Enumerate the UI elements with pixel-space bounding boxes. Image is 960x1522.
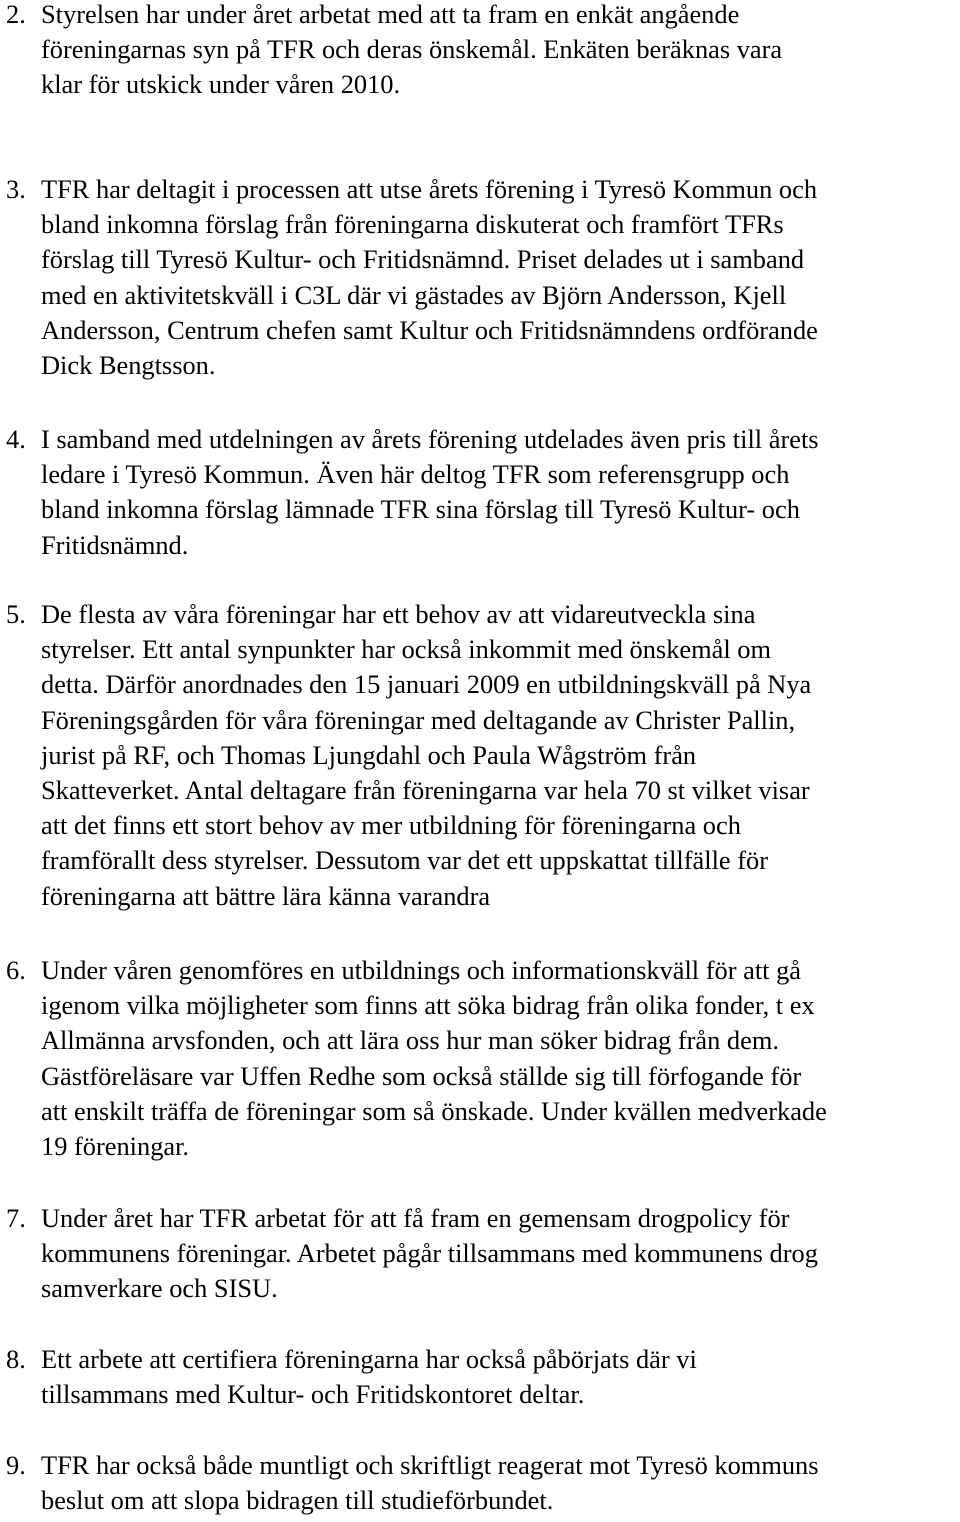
item-text	[41, 0, 960, 103]
text-line: föreningarnas syn på TFR och deras önskemål. Enkäten beräknas vara	[41, 34, 783, 65]
text-line: detta. Därför anordnades den 15 januari 2009 en utbildningskväll på Nya	[41, 669, 812, 700]
item-text	[41, 597, 960, 914]
item-number: 5.	[6, 599, 26, 629]
item-number: 7.	[6, 1203, 26, 1233]
text-line: att det finns ett stort behov av mer utbildning för föreningarna och	[41, 810, 741, 841]
item-number: 4.	[6, 424, 26, 454]
item-text	[41, 1448, 960, 1518]
item-number: 8.	[6, 1344, 26, 1374]
text-line: Allmänna arvsfonden, och att lära oss hur man söker bidrag från dem.	[41, 1025, 779, 1056]
text-line: föreningarna att bättre lära känna varandra	[41, 880, 491, 911]
text-line: bland inkomna förslag lämnade TFR sina förslag till Tyresö Kultur- och	[41, 494, 800, 525]
text-line: Gästföreläsare var Uffen Redhe som också ställde sig till förfogande för	[41, 1060, 802, 1091]
text-line: igenom vilka möjligheter som finns att söka bidrag från olika fonder, t ex	[41, 990, 815, 1021]
text-line: förslag till Tyresö Kultur- och Fritidsnämnd. Priset delades ut i samband	[41, 244, 805, 275]
text-line: styrelser. Ett antal synpunkter har också inkommit med önskemål om	[41, 634, 771, 665]
text-line: Skatteverket. Antal deltagare från föreningarna var hela 70 st vilket visar	[41, 775, 810, 806]
text-line: klar för utskick under våren 2010.	[41, 69, 401, 100]
text-line: framförallt dess styrelser. Dessutom var det ett uppskattat tillfälle för	[41, 845, 769, 876]
item-number: 9.	[6, 1450, 26, 1480]
text-line: beslut om att slopa bidragen till studieförbundet.	[41, 1485, 554, 1516]
text-line: samverkare och SISU.	[41, 1273, 278, 1304]
item-text	[41, 953, 960, 1164]
text-line: med en aktivitetskväll i C3L där vi gästades av Björn Andersson, Kjell	[41, 279, 787, 310]
text-line: Under året har TFR arbetat för att få fram en gemensam drogpolicy för	[41, 1203, 790, 1233]
text-line: Andersson, Centrum chefen samt Kultur och Fritidsnämndens ordförande	[41, 314, 818, 345]
text-line: bland inkomna förslag från föreningarna diskuterat och framfört TFRs	[41, 209, 784, 240]
item-text	[41, 1342, 960, 1412]
text-line: Under våren genomföres en utbildnings och informationskväll för att gå	[41, 955, 801, 985]
text-line: Fritidsnämnd.	[41, 529, 189, 560]
text-line: kommunens föreningar. Arbetet pågår tillsammans med kommunens drog	[41, 1238, 818, 1269]
item-number: 2.	[6, 0, 26, 29]
item-text	[41, 422, 960, 563]
item-number: 3.	[6, 174, 26, 204]
text-line: att enskilt träffa de föreningar som så önskade. Under kvällen medverkade	[41, 1095, 827, 1126]
item-number: 6.	[6, 955, 26, 985]
item-text	[41, 172, 960, 383]
text-line: TFR har också både muntligt och skriftligt reagerat mot Tyresö kommuns	[41, 1450, 819, 1480]
text-line: Dick Bengtsson.	[41, 350, 216, 381]
text-line: tillsammans med Kultur- och Fritidskontoret deltar.	[41, 1379, 585, 1410]
text-line: De flesta av våra föreningar har ett behov av att vidareutveckla sina	[41, 599, 756, 629]
text-line: jurist på RF, och Thomas Ljungdahl och Paula Wågström från	[41, 739, 697, 770]
text-line: Ett arbete att certifiera föreningarna har också påbörjats där vi	[41, 1344, 697, 1374]
text-line: I samband med utdelningen av årets förening utdelades även pris till årets	[41, 424, 819, 454]
text-line: ledare i Tyresö Kommun. Även här deltog TFR som referensgrupp och	[41, 459, 790, 490]
text-line: 19 föreningar.	[41, 1131, 190, 1162]
text-line: Styrelsen har under året arbetat med att ta fram en enkät angående	[41, 0, 740, 29]
text-line: TFR har deltagit i processen att utse årets förening i Tyresö Kommun och	[41, 174, 818, 204]
item-text	[41, 1201, 960, 1307]
text-line: Föreningsgården för våra föreningar med deltagande av Christer Pallin,	[41, 704, 796, 735]
